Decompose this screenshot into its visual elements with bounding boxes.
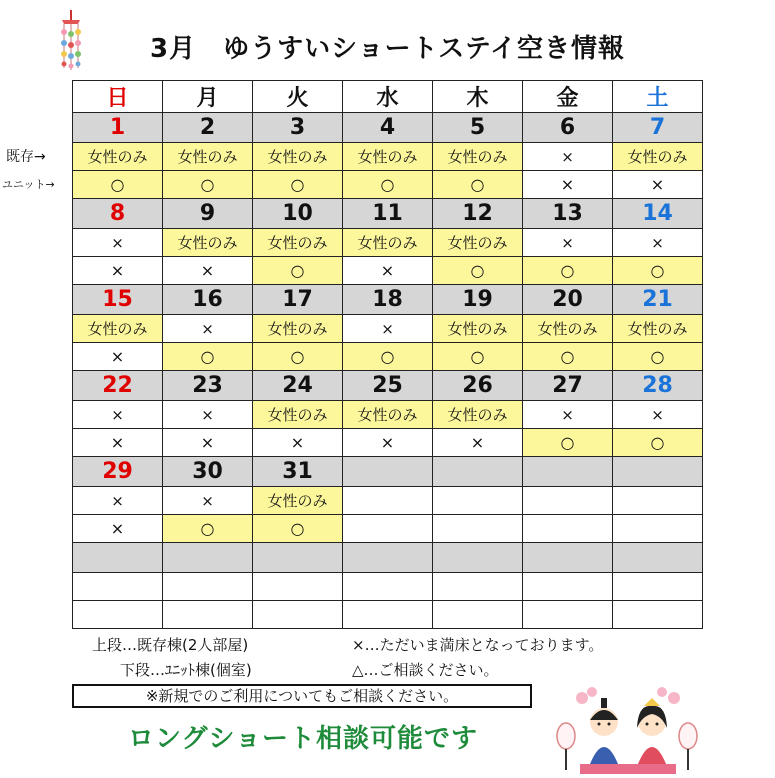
unit-availability-cell: ○ [523, 429, 613, 457]
existing-availability-cell [433, 487, 523, 515]
date-cell: 25 [343, 371, 433, 401]
unit-row-label: ユニット→ [2, 178, 55, 191]
existing-availability-cell [253, 573, 343, 601]
date-row [73, 371, 703, 401]
unit-availability-cell [163, 601, 253, 629]
weekday-header: 金 [523, 81, 613, 113]
existing-availability-cell: 女性のみ [433, 143, 523, 171]
date-cell: 17 [253, 285, 343, 315]
date-row [73, 285, 703, 315]
existing-availability-cell [163, 573, 253, 601]
date-row [73, 457, 703, 487]
weekday-header: 火 [253, 81, 343, 113]
unit-availability-cell: ○ [163, 171, 253, 199]
unit-availability-cell [343, 515, 433, 543]
existing-availability-cell [343, 487, 433, 515]
weekday-header: 土 [613, 81, 703, 113]
existing-availability-cell: × [163, 487, 253, 515]
existing-availability-cell: 女性のみ [433, 229, 523, 257]
date-row [73, 543, 703, 573]
existing-availability-cell: 女性のみ [253, 487, 343, 515]
date-cell [343, 543, 433, 573]
date-cell [523, 457, 613, 487]
existing-availability-cell: 女性のみ [343, 143, 433, 171]
existing-availability-cell [523, 487, 613, 515]
unit-availability-cell: ○ [253, 343, 343, 371]
date-cell: 8 [73, 199, 163, 229]
availability-row [73, 601, 703, 629]
existing-availability-cell: 女性のみ [433, 315, 523, 343]
existing-availability-cell: 女性のみ [73, 143, 163, 171]
date-cell: 19 [433, 285, 523, 315]
date-row [73, 199, 703, 229]
existing-availability-cell: × [73, 229, 163, 257]
existing-availability-cell: × [613, 229, 703, 257]
existing-availability-cell: × [613, 401, 703, 429]
unit-availability-cell: × [73, 343, 163, 371]
unit-availability-cell: ○ [613, 257, 703, 285]
date-cell: 23 [163, 371, 253, 401]
unit-availability-cell [613, 601, 703, 629]
existing-availability-cell: 女性のみ [343, 229, 433, 257]
availability-row [73, 573, 703, 601]
date-cell [253, 543, 343, 573]
availability-calendar [72, 80, 703, 629]
unit-availability-cell [73, 601, 163, 629]
hina-dolls-icon [552, 684, 702, 776]
date-row [73, 113, 703, 143]
unit-availability-cell: ○ [343, 171, 433, 199]
date-cell: 7 [613, 113, 703, 143]
date-cell: 14 [613, 199, 703, 229]
existing-availability-cell: 女性のみ [343, 401, 433, 429]
date-cell [523, 543, 613, 573]
date-cell: 31 [253, 457, 343, 487]
long-short-slogan: ロングショート相談可能です [128, 724, 478, 754]
unit-availability-cell: ○ [163, 515, 253, 543]
unit-availability-cell [253, 601, 343, 629]
unit-availability-cell: ○ [613, 343, 703, 371]
unit-availability-cell: ○ [163, 343, 253, 371]
existing-availability-cell: 女性のみ [253, 315, 343, 343]
unit-availability-cell: × [343, 429, 433, 457]
date-cell [73, 543, 163, 573]
date-cell: 9 [163, 199, 253, 229]
weekday-header: 木 [433, 81, 523, 113]
new-user-notice: ※新規でのご利用についてもご相談ください。 [72, 684, 532, 708]
existing-availability-cell: 女性のみ [253, 229, 343, 257]
date-cell: 27 [523, 371, 613, 401]
date-cell: 2 [163, 113, 253, 143]
date-cell: 29 [73, 457, 163, 487]
availability-row [73, 515, 703, 543]
date-cell [613, 457, 703, 487]
unit-availability-cell: ○ [253, 515, 343, 543]
date-cell [343, 457, 433, 487]
existing-availability-cell: × [523, 229, 613, 257]
date-cell: 6 [523, 113, 613, 143]
date-cell [613, 543, 703, 573]
unit-availability-cell: × [253, 429, 343, 457]
weekday-header: 月 [163, 81, 253, 113]
existing-availability-cell: 女性のみ [253, 143, 343, 171]
date-cell: 3 [253, 113, 343, 143]
legend-full: ×…ただいま満床となっております。 [352, 636, 604, 654]
unit-availability-cell [523, 601, 613, 629]
page-title: 3月 ゆうすいショートステイ空き情報 [150, 34, 625, 64]
availability-row [73, 171, 703, 199]
availability-row [73, 487, 703, 515]
date-cell: 28 [613, 371, 703, 401]
date-cell [433, 457, 523, 487]
date-cell: 20 [523, 285, 613, 315]
date-cell: 26 [433, 371, 523, 401]
existing-availability-cell [433, 573, 523, 601]
unit-availability-cell: × [433, 429, 523, 457]
availability-row [73, 143, 703, 171]
unit-availability-cell: ○ [433, 343, 523, 371]
unit-availability-cell: × [73, 429, 163, 457]
date-cell: 1 [73, 113, 163, 143]
date-cell: 11 [343, 199, 433, 229]
existing-row-label: 既存→ [6, 149, 46, 165]
unit-availability-cell: ○ [613, 429, 703, 457]
availability-row [73, 429, 703, 457]
existing-availability-cell: × [163, 315, 253, 343]
existing-availability-cell: 女性のみ [613, 315, 703, 343]
availability-row [73, 315, 703, 343]
weekday-header: 日 [73, 81, 163, 113]
unit-availability-cell [433, 601, 523, 629]
date-cell: 21 [613, 285, 703, 315]
existing-availability-cell: 女性のみ [163, 143, 253, 171]
unit-availability-cell: ○ [523, 257, 613, 285]
date-cell: 30 [163, 457, 253, 487]
unit-availability-cell [433, 515, 523, 543]
existing-availability-cell: × [73, 401, 163, 429]
existing-availability-cell: 女性のみ [523, 315, 613, 343]
date-cell: 10 [253, 199, 343, 229]
unit-availability-cell: ○ [523, 343, 613, 371]
unit-availability-cell [613, 515, 703, 543]
unit-availability-cell: ○ [253, 257, 343, 285]
weekday-header: 水 [343, 81, 433, 113]
date-cell [163, 543, 253, 573]
existing-availability-cell: × [523, 143, 613, 171]
legend-lower: 下段…ﾕﾆｯﾄ棟(個室) [120, 661, 252, 679]
date-cell: 16 [163, 285, 253, 315]
existing-availability-cell [613, 487, 703, 515]
legend-upper: 上段…既存棟(2人部屋) [92, 636, 249, 654]
existing-availability-cell: 女性のみ [73, 315, 163, 343]
date-cell [433, 543, 523, 573]
existing-availability-cell: 女性のみ [433, 401, 523, 429]
unit-availability-cell: × [163, 429, 253, 457]
date-cell: 5 [433, 113, 523, 143]
date-cell: 24 [253, 371, 343, 401]
unit-availability-cell: × [163, 257, 253, 285]
availability-row [73, 343, 703, 371]
existing-availability-cell: 女性のみ [253, 401, 343, 429]
existing-availability-cell: 女性のみ [613, 143, 703, 171]
availability-row [73, 401, 703, 429]
unit-availability-cell: × [73, 257, 163, 285]
existing-availability-cell [523, 573, 613, 601]
existing-availability-cell [613, 573, 703, 601]
availability-row [73, 257, 703, 285]
unit-availability-cell: ○ [433, 171, 523, 199]
unit-availability-cell: × [523, 171, 613, 199]
unit-availability-cell: × [613, 171, 703, 199]
unit-availability-cell: × [73, 515, 163, 543]
unit-availability-cell [523, 515, 613, 543]
availability-row [73, 229, 703, 257]
date-cell: 22 [73, 371, 163, 401]
unit-availability-cell: ○ [433, 257, 523, 285]
existing-availability-cell: × [523, 401, 613, 429]
weekday-header-row [73, 81, 703, 113]
unit-availability-cell: × [343, 257, 433, 285]
legend-consult: △…ご相談ください。 [352, 661, 499, 679]
existing-availability-cell [343, 573, 433, 601]
date-cell: 15 [73, 285, 163, 315]
existing-availability-cell [73, 573, 163, 601]
unit-availability-cell [343, 601, 433, 629]
unit-availability-cell: ○ [73, 171, 163, 199]
existing-availability-cell: 女性のみ [163, 229, 253, 257]
existing-availability-cell: × [343, 315, 433, 343]
existing-availability-cell: × [163, 401, 253, 429]
unit-availability-cell: ○ [343, 343, 433, 371]
date-cell: 13 [523, 199, 613, 229]
existing-availability-cell: × [73, 487, 163, 515]
date-cell: 18 [343, 285, 433, 315]
date-cell: 12 [433, 199, 523, 229]
date-cell: 4 [343, 113, 433, 143]
unit-availability-cell: ○ [253, 171, 343, 199]
